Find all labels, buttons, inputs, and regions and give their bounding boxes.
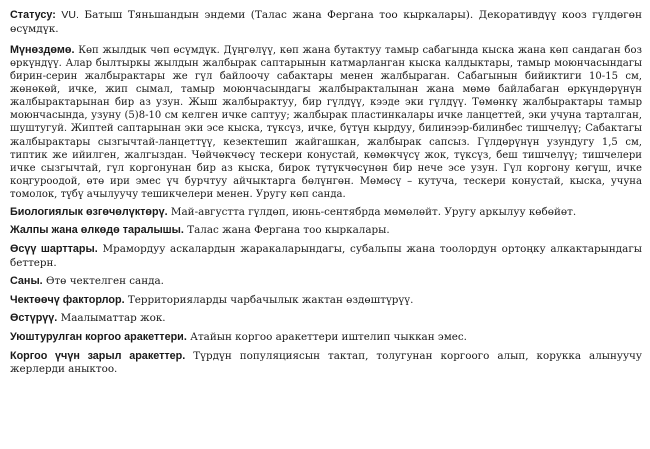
protection-measures-text: Атайын коргоо аракеттери иштелип чыккан эмес.	[190, 330, 467, 343]
limiting-factors-text: Территорияларды чарбачылык жактан өздөштүрүү.	[127, 293, 414, 306]
cultivation-label: Өстүрүү.	[10, 312, 58, 325]
habitat-label: Өсүү шарттары.	[10, 242, 98, 255]
section-description	[10, 44, 642, 201]
limiting-factors-label: Чектөөчү факторлор.	[10, 293, 125, 306]
habitat-text: Мрамордуу аскалардын жаракаларындагы, субальпы жана тоолордун ортоңку алкактарындагы беттерн.	[10, 242, 642, 269]
section-required-actions	[10, 350, 642, 377]
section-protection-measures	[10, 331, 642, 345]
section-habitat	[10, 243, 642, 270]
biology-label: Биологиялык өзгөчөлүктөрү.	[10, 205, 168, 218]
distribution-text: Талас жана Фергана тоо кыркалары.	[187, 224, 390, 237]
distribution-label: Жалпы жана өлкөдө таралышы.	[10, 224, 184, 237]
abundance-label: Саны.	[10, 275, 43, 288]
section-limiting-factors	[10, 294, 642, 308]
cultivation-text: Маалыматтар жок.	[60, 312, 166, 325]
section-distribution	[10, 224, 642, 238]
section-cultivation	[10, 312, 642, 326]
status-text: Батыш Тяньшандын эндеми (Талас жана Фергана тоо кыркалары). Декоративдүү кооз гүлдөгөн өсүмдүк.	[10, 9, 642, 35]
section-status	[10, 9, 642, 36]
biology-text: Май-августта гүлдөп, июнь-сентябрда мөмөлөйт. Уругу аркылуу көбөйөт.	[170, 205, 577, 218]
description-text: Көп жылдык чөп өсүмдүк. Дүңгөлүү, көп жана бутактуу тамыр сабагында кыска жана көп сандаган боз өркүндүү. Алар былтыркы жылдын жалбырак саптарынын катмарланган кыска калдыктары, тамыр моюнчасындагы бирин-серин жалбырактары же гүл байлоочу сабактары менен жалбыраган. Сабагынын бийиктиги 10-15 см, жөнөкөй, ичке, жип сымал, тамыр моюнчасындагы жалбыракталынан жана мөмө байлабаган өркүндөрүнүн жалбырактарынан бир аз узун. Жыш жалбырактуу, бир гүлдүү, кээде эки гүлдүү. Төмөнкү жалбырактары тамыр моюнчасында, узуну (5)8-10 см келген ичке саптуу; жалбырак пластинкалары ичке ланцеттей, эки учуна тарталган, шуштугуй. Жиптей саптарынан эки эсе кыска, түксүз, ичке, бүтүн кырдуу, билинээр-билинбес тишчелүү; Сабактагы жалбырактары сызгычтай-ланцеттүү, кезектешип жайгашкан, жалбырак сапсыз. Гүлдөрүнүн узундугу 1,5 см, типтик же ийилген, жалгыздан. Чөйчөкчөсү тескери конустай, көмөкчүсү жок, түксүз, беш тишчелүү; тишчелери ичке сызгычтай, гүл коргонунан бир аз кыска, бирок түтүкчөсүнөн бир нече эсе узун. Гүл коргону көгүш, ичке коңгуроодой, өтө ири эмес үч бурчтуу айчыктарга бөлүнгөн. Мөмөсү – кутуча, тескери конустай, кыска, учуна томолок, түбү ачылуучу тешикчелери менен. Уругу көп санда.	[10, 45, 642, 200]
status-code: VU.	[61, 9, 79, 21]
abundance-text: Өтө чектелген санда.	[45, 275, 164, 288]
section-biology	[10, 206, 642, 220]
required-actions-label: Коргоо үчүн зарыл аракеттер.	[10, 349, 186, 362]
section-abundance	[10, 275, 642, 289]
protection-measures-label: Уюштурулган коргоо аракеттери.	[10, 330, 187, 343]
required-actions-text: Түрдүн популяциясын тактап, толугунан коргоого алып, корукка алынуучу жерлерди аныктоо.	[10, 349, 642, 376]
description-label: Мүнөздөмө.	[10, 44, 75, 57]
status-label: Статусу:	[10, 9, 56, 21]
